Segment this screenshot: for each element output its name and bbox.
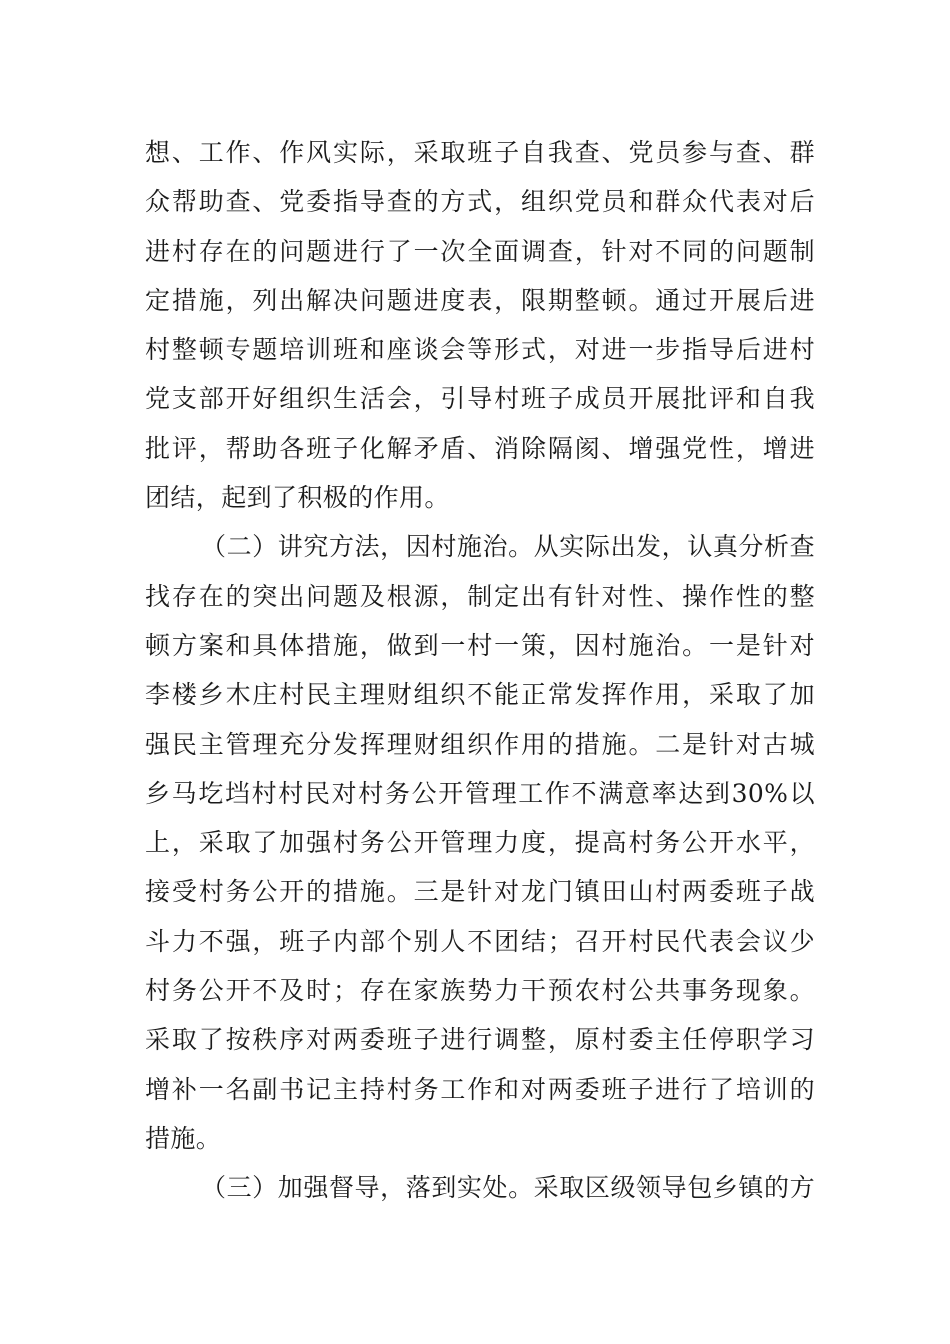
text-line-14: 乡马圪垱村村民对村务公开管理工作不满意率达到30%以 [145, 778, 815, 808]
text-line-3: 进村存在的问题进行了一次全面调查，针对不同的问题制 [145, 236, 815, 266]
text-line-5: 村整顿专题培训班和座谈会等形式，对进一步指导后进村 [145, 335, 815, 365]
text-line-10: 找存在的突出问题及根源，制定出有针对性、操作性的整 [145, 581, 815, 611]
text-line-21: 措施。 [145, 1123, 222, 1153]
text-line-1: 想、工作、作风实际，采取班子自我查、党员参与查、群 [145, 138, 815, 167]
text-line-9: （二）讲究方法，因村施治。从实际出发，认真分析查 [201, 532, 815, 562]
text-line-17: 斗力不强，班子内部个别人不团结；召开村民代表会议少 [145, 926, 815, 956]
text-line-13: 强民主管理充分发挥理财组织作用的措施。二是针对古城 [145, 729, 815, 759]
text-line-4: 定措施，列出解决问题进度表，限期整顿。通过开展后进 [145, 285, 815, 315]
text-line-20: 增补一名副书记主持村务工作和对两委班子进行了培训的 [145, 1074, 815, 1104]
text-line-16: 接受村务公开的措施。三是针对龙门镇田山村两委班子战 [145, 877, 815, 907]
text-line-2: 众帮助查、党委指导查的方式，组织党员和群众代表对后 [145, 187, 815, 217]
text-line-18: 村务公开不及时；存在家族势力干预农村公共事务现象。 [145, 976, 815, 1006]
text-line-15: 上，采取了加强村务公开管理力度，提高村务公开水平， [145, 828, 815, 858]
text-line-6: 党支部开好组织生活会，引导村班子成员开展批评和自我 [145, 384, 815, 414]
text-line-8: 团结，起到了积极的作用。 [145, 483, 450, 513]
text-line-11: 顿方案和具体措施，做到一村一策，因村施治。一是针对 [145, 630, 815, 660]
text-line-19: 采取了按秩序对两委班子进行调整，原村委主任停职学习 [145, 1025, 815, 1055]
text-line-7: 批评，帮助各班子化解矛盾、消除隔阂、增强党性，增进 [145, 433, 815, 463]
text-line-22: （三）加强督导，落到实处。采取区级领导包乡镇的方 [201, 1173, 815, 1203]
text-line-12: 李楼乡木庄村民主理财组织不能正常发挥作用，采取了加 [145, 680, 815, 710]
document-body [145, 128, 815, 1213]
